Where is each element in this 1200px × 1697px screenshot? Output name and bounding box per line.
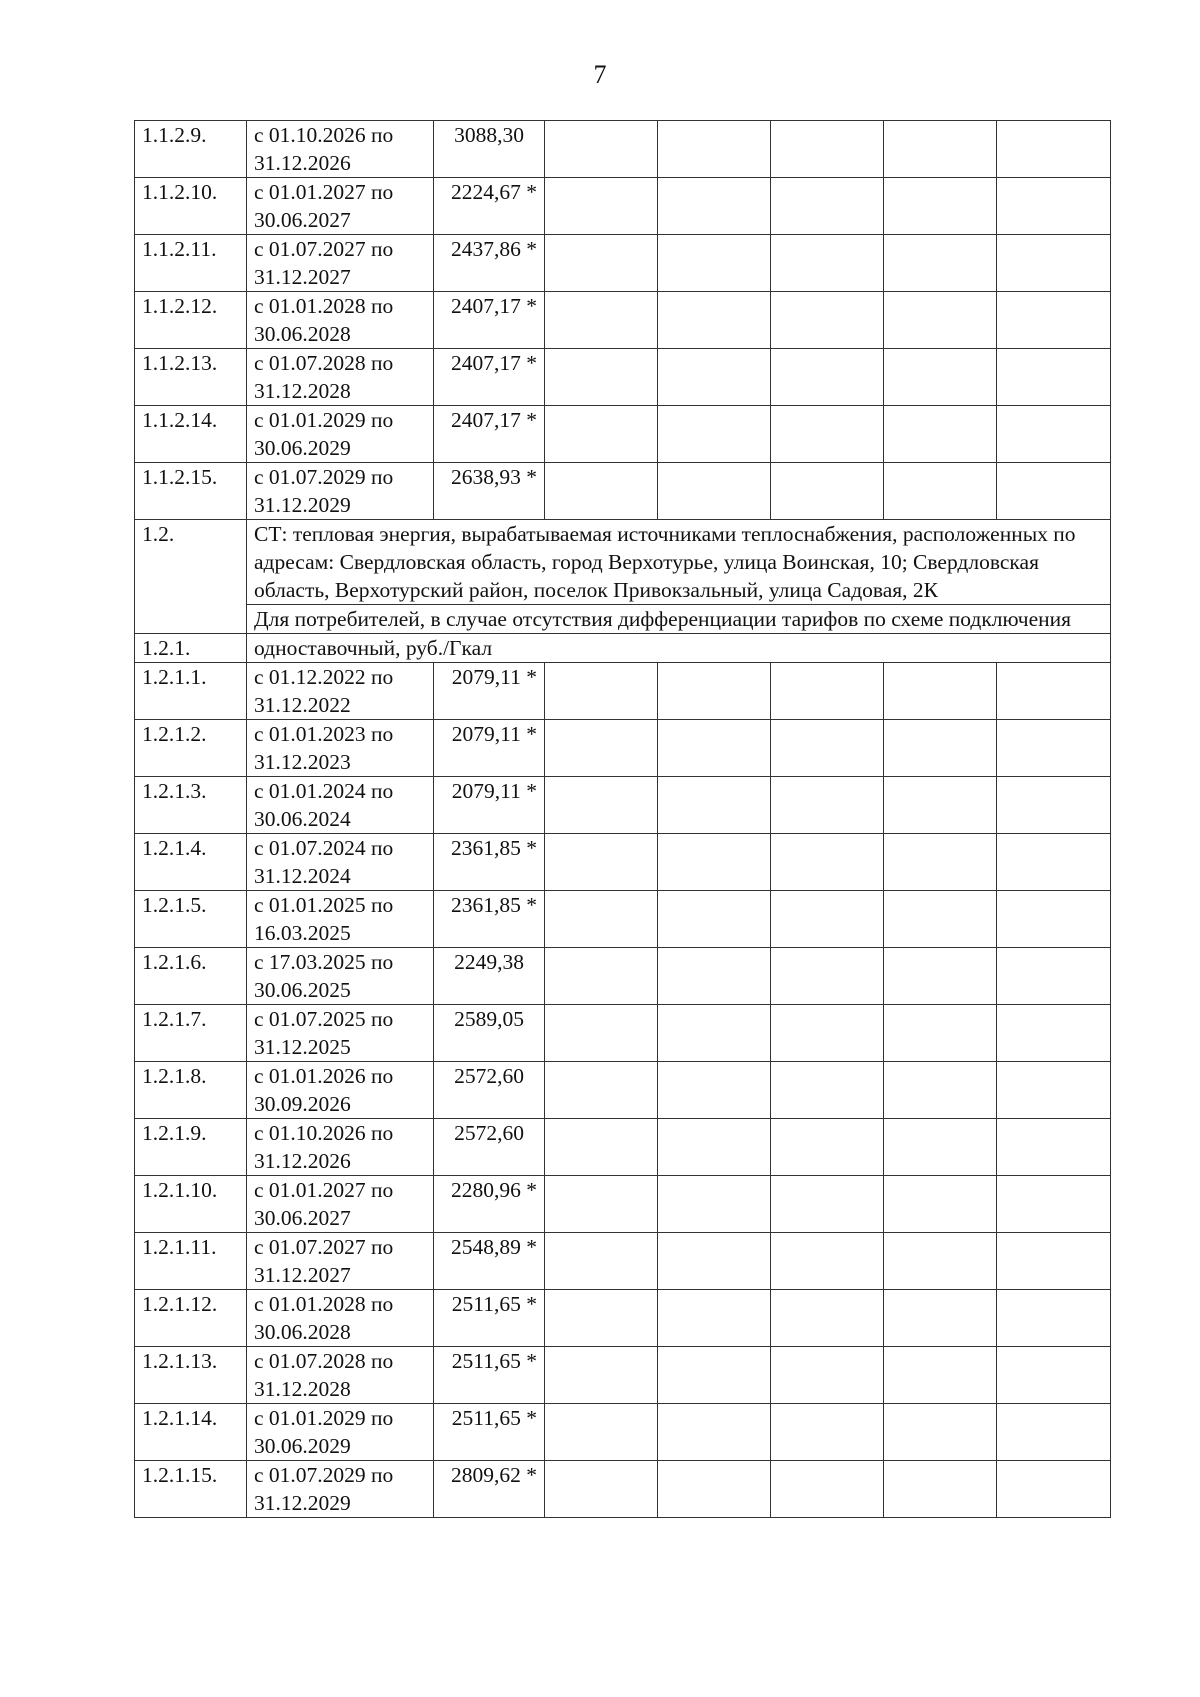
empty-cell — [771, 663, 884, 720]
empty-cell — [997, 834, 1111, 891]
empty-cell — [884, 406, 997, 463]
empty-cell — [884, 1404, 997, 1461]
row-tariff-value: 2407,17 * — [434, 292, 545, 349]
table-row — [135, 1119, 1111, 1176]
empty-cell — [771, 292, 884, 349]
empty-cell — [771, 1062, 884, 1119]
row-tariff-value: 2407,17 * — [434, 406, 545, 463]
empty-cell — [545, 1461, 658, 1518]
section-title: СТ: тепловая энергия, вырабатываемая источниками теплоснабжения, расположенных по адресам: Свердловская область, город Верхотурье, улица Воинская, 10; Свердловская область, Верхотурский район, поселок Привокзальный, улица Садовая, 2К — [247, 520, 1111, 605]
empty-cell — [884, 834, 997, 891]
empty-cell — [997, 406, 1111, 463]
row-period: с 01.07.2029 по 31.12.2029 — [247, 463, 434, 520]
subsection-number: 1.2.1. — [135, 634, 247, 663]
row-number: 1.1.2.13. — [135, 349, 247, 406]
empty-cell — [545, 891, 658, 948]
row-period: с 01.07.2029 по 31.12.2029 — [247, 1461, 434, 1518]
empty-cell — [997, 1005, 1111, 1062]
empty-cell — [658, 891, 771, 948]
empty-cell — [545, 1347, 658, 1404]
empty-cell — [771, 1233, 884, 1290]
row-number: 1.2.1.2. — [135, 720, 247, 777]
row-number: 1.2.1.5. — [135, 891, 247, 948]
row-period: с 01.07.2028 по 31.12.2028 — [247, 1347, 434, 1404]
empty-cell — [658, 178, 771, 235]
row-number: 1.2.1.9. — [135, 1119, 247, 1176]
tariff-table — [134, 120, 1111, 1518]
empty-cell — [771, 1404, 884, 1461]
empty-cell — [545, 948, 658, 1005]
empty-cell — [997, 1290, 1111, 1347]
empty-cell — [658, 1233, 771, 1290]
empty-cell — [545, 1404, 658, 1461]
empty-cell — [771, 235, 884, 292]
row-tariff-value: 2511,65 * — [434, 1404, 545, 1461]
row-period: с 01.01.2028 по 30.06.2028 — [247, 1290, 434, 1347]
row-period: с 17.03.2025 по 30.06.2025 — [247, 948, 434, 1005]
table-row — [135, 1290, 1111, 1347]
empty-cell — [545, 1062, 658, 1119]
empty-cell — [997, 1347, 1111, 1404]
empty-cell — [884, 1062, 997, 1119]
row-period: с 01.10.2026 по 31.12.2026 — [247, 1119, 434, 1176]
empty-cell — [771, 777, 884, 834]
row-tariff-value: 3088,30 — [434, 121, 545, 178]
row-number: 1.2.1.8. — [135, 1062, 247, 1119]
row-tariff-value: 2572,60 — [434, 1119, 545, 1176]
empty-cell — [884, 948, 997, 1005]
empty-cell — [771, 1347, 884, 1404]
empty-cell — [884, 292, 997, 349]
row-number: 1.2.1.15. — [135, 1461, 247, 1518]
empty-cell — [997, 1233, 1111, 1290]
row-period: с 01.07.2027 по 31.12.2027 — [247, 235, 434, 292]
row-number: 1.1.2.12. — [135, 292, 247, 349]
empty-cell — [997, 948, 1111, 1005]
empty-cell — [545, 235, 658, 292]
table-row — [135, 1062, 1111, 1119]
empty-cell — [658, 663, 771, 720]
consumer-note-row — [135, 605, 1111, 634]
empty-cell — [545, 1119, 658, 1176]
empty-cell — [545, 1290, 658, 1347]
row-number: 1.2.1.1. — [135, 663, 247, 720]
empty-cell — [658, 948, 771, 1005]
empty-cell — [997, 235, 1111, 292]
row-tariff-value: 2079,11 * — [434, 777, 545, 834]
empty-cell — [884, 777, 997, 834]
empty-cell — [884, 121, 997, 178]
empty-cell — [884, 1176, 997, 1233]
empty-cell — [997, 1461, 1111, 1518]
row-period: с 01.01.2028 по 30.06.2028 — [247, 292, 434, 349]
row-tariff-value: 2361,85 * — [434, 834, 545, 891]
empty-cell — [997, 1176, 1111, 1233]
row-tariff-value: 2407,17 * — [434, 349, 545, 406]
row-number: 1.2.1.4. — [135, 834, 247, 891]
empty-cell — [997, 349, 1111, 406]
empty-cell — [997, 1404, 1111, 1461]
table-row — [135, 1176, 1111, 1233]
empty-cell — [658, 235, 771, 292]
empty-cell — [771, 720, 884, 777]
empty-cell — [658, 1461, 771, 1518]
subsection-title: одноставочный, руб./Гкал — [247, 634, 1111, 663]
row-number: 1.1.2.15. — [135, 463, 247, 520]
empty-cell — [997, 463, 1111, 520]
table-row — [135, 834, 1111, 891]
table-row — [135, 235, 1111, 292]
empty-cell — [771, 1119, 884, 1176]
empty-cell — [771, 463, 884, 520]
row-tariff-value: 2638,93 * — [434, 463, 545, 520]
table-row — [135, 777, 1111, 834]
row-number: 1.2.1.3. — [135, 777, 247, 834]
section-row — [135, 520, 1111, 605]
row-number: 1.2.1.6. — [135, 948, 247, 1005]
row-number: 1.1.2.9. — [135, 121, 247, 178]
empty-cell — [658, 1119, 771, 1176]
row-tariff-value: 2079,11 * — [434, 663, 545, 720]
row-tariff-value: 2572,60 — [434, 1062, 545, 1119]
empty-cell — [997, 1119, 1111, 1176]
empty-cell — [771, 406, 884, 463]
empty-cell — [545, 178, 658, 235]
empty-cell — [658, 834, 771, 891]
table-row — [135, 948, 1111, 1005]
row-period: с 01.10.2026 по 31.12.2026 — [247, 121, 434, 178]
empty-cell — [658, 121, 771, 178]
row-period: с 01.07.2028 по 31.12.2028 — [247, 349, 434, 406]
row-period: с 01.01.2029 по 30.06.2029 — [247, 1404, 434, 1461]
empty-cell — [884, 891, 997, 948]
row-tariff-value: 2280,96 * — [434, 1176, 545, 1233]
row-period: с 01.07.2025 по 31.12.2025 — [247, 1005, 434, 1062]
empty-cell — [884, 1005, 997, 1062]
empty-cell — [884, 1290, 997, 1347]
table-row — [135, 349, 1111, 406]
empty-cell — [884, 463, 997, 520]
row-period: с 01.01.2025 по 16.03.2025 — [247, 891, 434, 948]
row-period: с 01.01.2027 по 30.06.2027 — [247, 178, 434, 235]
table-row — [135, 1233, 1111, 1290]
row-tariff-value: 2437,86 * — [434, 235, 545, 292]
empty-cell — [658, 1005, 771, 1062]
row-period: с 01.07.2027 по 31.12.2027 — [247, 1233, 434, 1290]
empty-cell — [771, 1176, 884, 1233]
row-period: с 01.01.2027 по 30.06.2027 — [247, 1176, 434, 1233]
empty-cell — [658, 1347, 771, 1404]
empty-cell — [545, 834, 658, 891]
empty-cell — [545, 1005, 658, 1062]
row-tariff-value: 2079,11 * — [434, 720, 545, 777]
row-number: 1.2.1.10. — [135, 1176, 247, 1233]
empty-cell — [545, 349, 658, 406]
empty-cell — [771, 1290, 884, 1347]
row-number: 1.2.1.11. — [135, 1233, 247, 1290]
empty-cell — [545, 1233, 658, 1290]
row-tariff-value: 2511,65 * — [434, 1347, 545, 1404]
empty-cell — [658, 1062, 771, 1119]
empty-cell — [884, 1347, 997, 1404]
table-row — [135, 891, 1111, 948]
empty-cell — [658, 1290, 771, 1347]
table-row — [135, 1005, 1111, 1062]
row-number: 1.2.1.14. — [135, 1404, 247, 1461]
tariff-rows-group-2 — [135, 663, 1111, 1518]
table-row — [135, 1461, 1111, 1518]
row-tariff-value: 2589,05 — [434, 1005, 545, 1062]
tariff-rows-group-1 — [135, 121, 1111, 520]
empty-cell — [545, 1176, 658, 1233]
empty-cell — [884, 1461, 997, 1518]
row-number: 1.1.2.11. — [135, 235, 247, 292]
table-row — [135, 720, 1111, 777]
empty-cell — [658, 1404, 771, 1461]
empty-cell — [884, 349, 997, 406]
empty-cell — [658, 1176, 771, 1233]
empty-cell — [545, 121, 658, 178]
empty-cell — [771, 349, 884, 406]
empty-cell — [658, 777, 771, 834]
section-1-2 — [135, 520, 1111, 663]
page-number: 7 — [593, 60, 607, 89]
table-row — [135, 1347, 1111, 1404]
row-tariff-value: 2249,38 — [434, 948, 545, 1005]
row-number: 1.1.2.10. — [135, 178, 247, 235]
table-row — [135, 178, 1111, 235]
empty-cell — [884, 720, 997, 777]
empty-cell — [771, 1461, 884, 1518]
empty-cell — [771, 834, 884, 891]
empty-cell — [997, 292, 1111, 349]
empty-cell — [658, 349, 771, 406]
empty-cell — [997, 891, 1111, 948]
row-period: с 01.07.2024 по 31.12.2024 — [247, 834, 434, 891]
table-row — [135, 463, 1111, 520]
table-row — [135, 292, 1111, 349]
empty-cell — [658, 720, 771, 777]
row-tariff-value: 2511,65 * — [434, 1290, 545, 1347]
row-period: с 01.12.2022 по 31.12.2022 — [247, 663, 434, 720]
empty-cell — [884, 178, 997, 235]
row-number: 1.2.1.13. — [135, 1347, 247, 1404]
empty-cell — [545, 406, 658, 463]
empty-cell — [771, 178, 884, 235]
empty-cell — [771, 948, 884, 1005]
empty-cell — [997, 121, 1111, 178]
empty-cell — [997, 663, 1111, 720]
row-period: с 01.01.2023 по 31.12.2023 — [247, 720, 434, 777]
section-number: 1.2. — [135, 520, 247, 634]
empty-cell — [771, 1005, 884, 1062]
empty-cell — [658, 406, 771, 463]
subsection-row — [135, 634, 1111, 663]
row-period: с 01.01.2026 по 30.09.2026 — [247, 1062, 434, 1119]
empty-cell — [884, 663, 997, 720]
empty-cell — [771, 121, 884, 178]
table-row — [135, 406, 1111, 463]
table-row — [135, 121, 1111, 178]
table-row — [135, 663, 1111, 720]
empty-cell — [658, 292, 771, 349]
row-number: 1.2.1.12. — [135, 1290, 247, 1347]
empty-cell — [545, 292, 658, 349]
empty-cell — [545, 777, 658, 834]
row-tariff-value: 2548,89 * — [434, 1233, 545, 1290]
row-tariff-value: 2809,62 * — [434, 1461, 545, 1518]
table-row — [135, 1404, 1111, 1461]
empty-cell — [545, 720, 658, 777]
row-period: с 01.01.2024 по 30.06.2024 — [247, 777, 434, 834]
empty-cell — [771, 891, 884, 948]
empty-cell — [997, 777, 1111, 834]
empty-cell — [997, 720, 1111, 777]
empty-cell — [884, 1233, 997, 1290]
empty-cell — [884, 1119, 997, 1176]
empty-cell — [997, 1062, 1111, 1119]
empty-cell — [997, 178, 1111, 235]
empty-cell — [545, 463, 658, 520]
row-tariff-value: 2361,85 * — [434, 891, 545, 948]
empty-cell — [658, 463, 771, 520]
row-period: с 01.01.2029 по 30.06.2029 — [247, 406, 434, 463]
row-number: 1.1.2.14. — [135, 406, 247, 463]
row-number: 1.2.1.7. — [135, 1005, 247, 1062]
empty-cell — [884, 235, 997, 292]
row-tariff-value: 2224,67 * — [434, 178, 545, 235]
consumer-note: Для потребителей, в случае отсутствия дифференциации тарифов по схеме подключения — [247, 605, 1111, 634]
empty-cell — [545, 663, 658, 720]
